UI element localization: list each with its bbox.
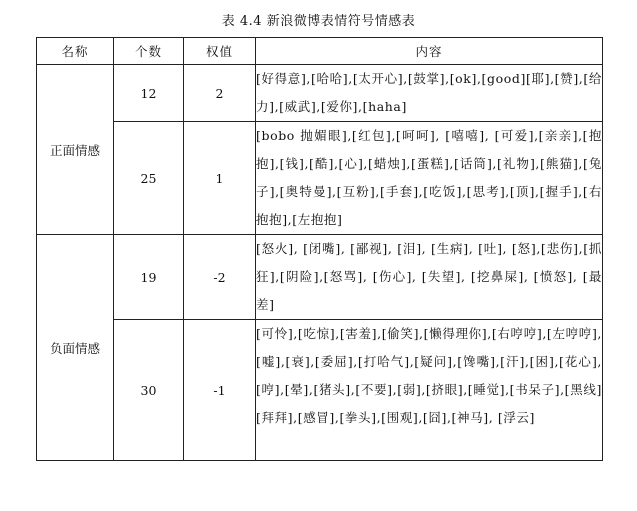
category-negative: 负面情感 (37, 235, 114, 461)
content-cell: [怒火], [闭嘴], [鄙视], [泪], [生病], [吐], [怒],[悲伤],[抓狂],[阴险],[怒骂], [伤心], [失望], [挖鼻屎], [愤怒], [最差] (256, 235, 603, 320)
content-cell: [可怜],[吃惊],[害羞],[偷笑],[懒得理你],[右哼哼],[左哼哼],[嘘],[衰],[委屈],[打哈气],[疑问],[馋嘴],[汗],[困],[花心],[哼],[晕],[猪头],[不要],[弱],[挤眼],[睡觉],[书呆子],[黑线] [拜拜],[感冒],[拳头],[围观],[囧],[神马], [浮云] (256, 320, 603, 461)
count-cell: 12 (114, 65, 184, 122)
header-row (37, 38, 603, 65)
table-row (37, 122, 603, 235)
table-row (37, 320, 603, 461)
table-caption: 表 4.4 新浪微博表情符号情感表 (221, 14, 416, 29)
header-name: 名称 (37, 38, 114, 65)
count-cell: 25 (114, 122, 184, 235)
category-positive: 正面情感 (37, 65, 114, 235)
weight-cell: -1 (184, 320, 256, 461)
table-row (37, 235, 603, 320)
table-row (37, 65, 603, 122)
content-cell: [bobo 抛媚眼],[红包],[呵呵], [嘻嘻], [可爱],[亲亲],[抱抱],[钱],[酷],[心],[蜡烛],[蛋糕],[话筒],[礼物],[熊猫],[兔子],[奥特曼],[互粉],[手套],[吃饭],[思考],[顶],[握手],[右抱抱],[左抱抱] (256, 122, 603, 235)
content-cell: [好得意],[哈哈],[太开心],[鼓掌],[ok],[good][耶],[赞],[给力],[威武],[爱你],[haha] (256, 65, 603, 122)
emoticon-sentiment-table (36, 37, 603, 461)
weight-cell: 2 (184, 65, 256, 122)
weight-cell: -2 (184, 235, 256, 320)
count-cell: 19 (114, 235, 184, 320)
weight-cell: 1 (184, 122, 256, 235)
header-weight: 权值 (184, 38, 256, 65)
count-cell: 30 (114, 320, 184, 461)
header-content: 内容 (256, 38, 603, 65)
header-count: 个数 (114, 38, 184, 65)
